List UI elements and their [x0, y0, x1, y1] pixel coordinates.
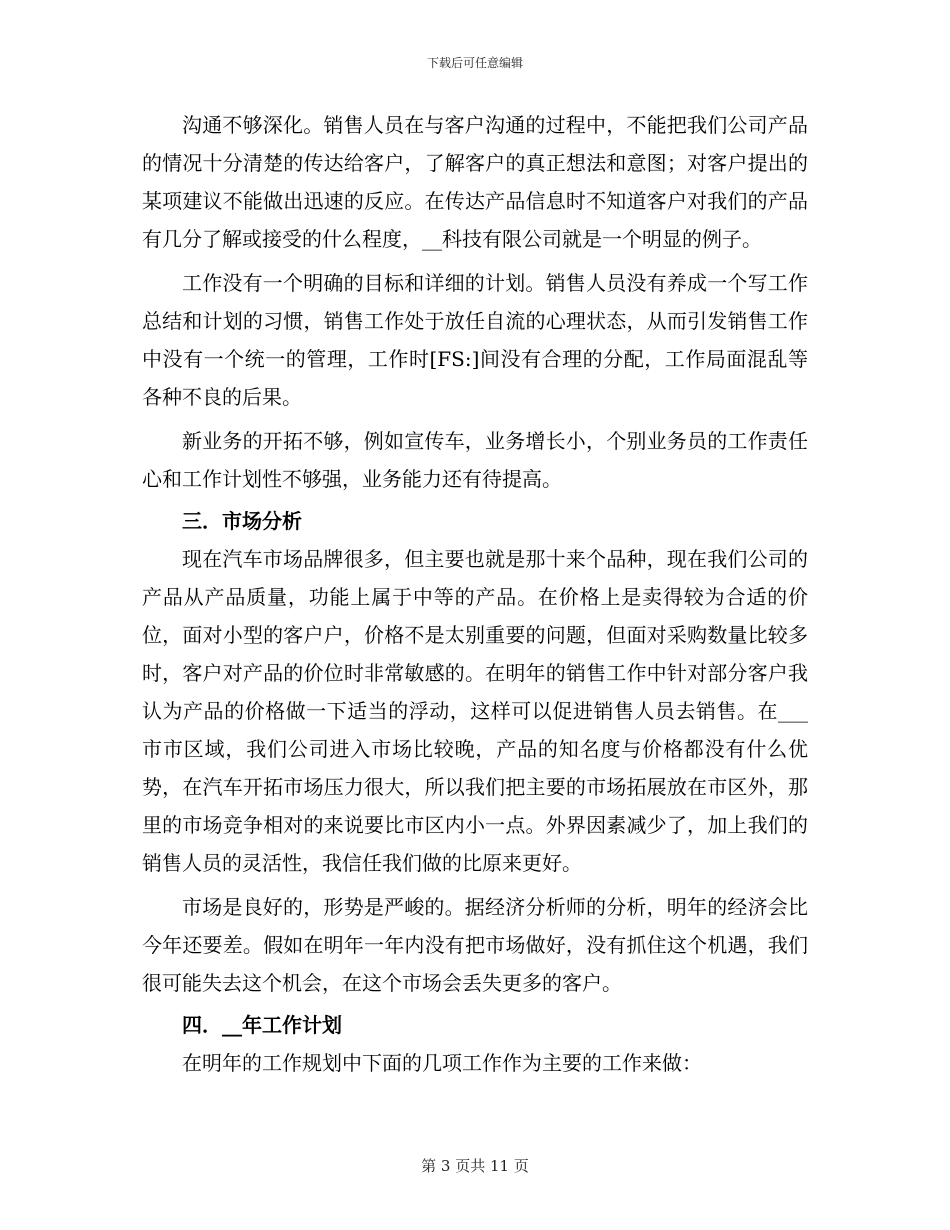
page-header: 下载后可任意编辑 [426, 56, 523, 70]
section-heading-work-plan: 四．__年工作计划 [182, 1013, 342, 1037]
page-footer: 第 3 页共 11 页 [421, 1157, 529, 1175]
document-body [142, 106, 808, 1082]
paragraph-planning: 工作没有一个明确的目标和详细的计划。销售人员没有养成一个写工作总结和计划的习惯，销售工作处于放任自流的心理状态，从而引发销售工作中没有一个统一的管理，工作时[FS:]间没有合理的分配，工作局面混乱等各种不良的后果。 [142, 271, 808, 409]
paragraph-new-business: 新业务的开拓不够，例如宣传车，业务增长小，个别业务员的工作责任心和工作计划性不够强，业务能力还有待提高。 [142, 429, 808, 491]
paragraph-plan-intro: 在明年的工作规划中下面的几项工作作为主要的工作来做： [182, 1051, 702, 1075]
paragraph-market-outlook: 市场是良好的，形势是严峻的。据经济分析师的分析，明年的经济会比今年还要差。假如在明年一年内没有把市场做好，没有抓住这个机遇，我们很可能失去这个机会，在这个市场会丢失更多的客户。 [142, 895, 808, 995]
paragraph-market-brands: 现在汽车市场品牌很多，但主要也就是那十来个品种，现在我们公司的产品从产品质量，功能上属于中等的产品。在价格上是卖得较为合适的价位，面对小型的客户户，价格不是太别重要的问题，但面对采购数量比较多时，客户对产品的价位时非常敏感的。在明年的销售工作中针对部分客户我认为产品的价格做一下适当的浮动，这样可以促进销售人员去销售。在___市市区域，我们公司进入市场比较晚，产品的知名度与价格都没有什么优势，在汽车开拓市场压力很大，所以我们把主要的市场拓展放在市区外，那里的市场竞争相对的来说要比市区内小一点。外界因素减少了，加上我们的销售人员的灵活性，我信任我们做的比原来更好。 [142, 547, 808, 875]
section-heading-market-analysis: 三．市场分析 [182, 509, 302, 533]
paragraph-communication: 沟通不够深化。销售人员在与客户沟通的过程中，不能把我们公司产品的情况十分清楚的传达给客户，了解客户的真正想法和意图；对客户提出的某项建议不能做出迅速的反应。在传达产品信息时不知道客户对我们的产品有几分了解或接受的什么程度，__科技有限公司就是一个明显的例子。 [142, 113, 808, 251]
